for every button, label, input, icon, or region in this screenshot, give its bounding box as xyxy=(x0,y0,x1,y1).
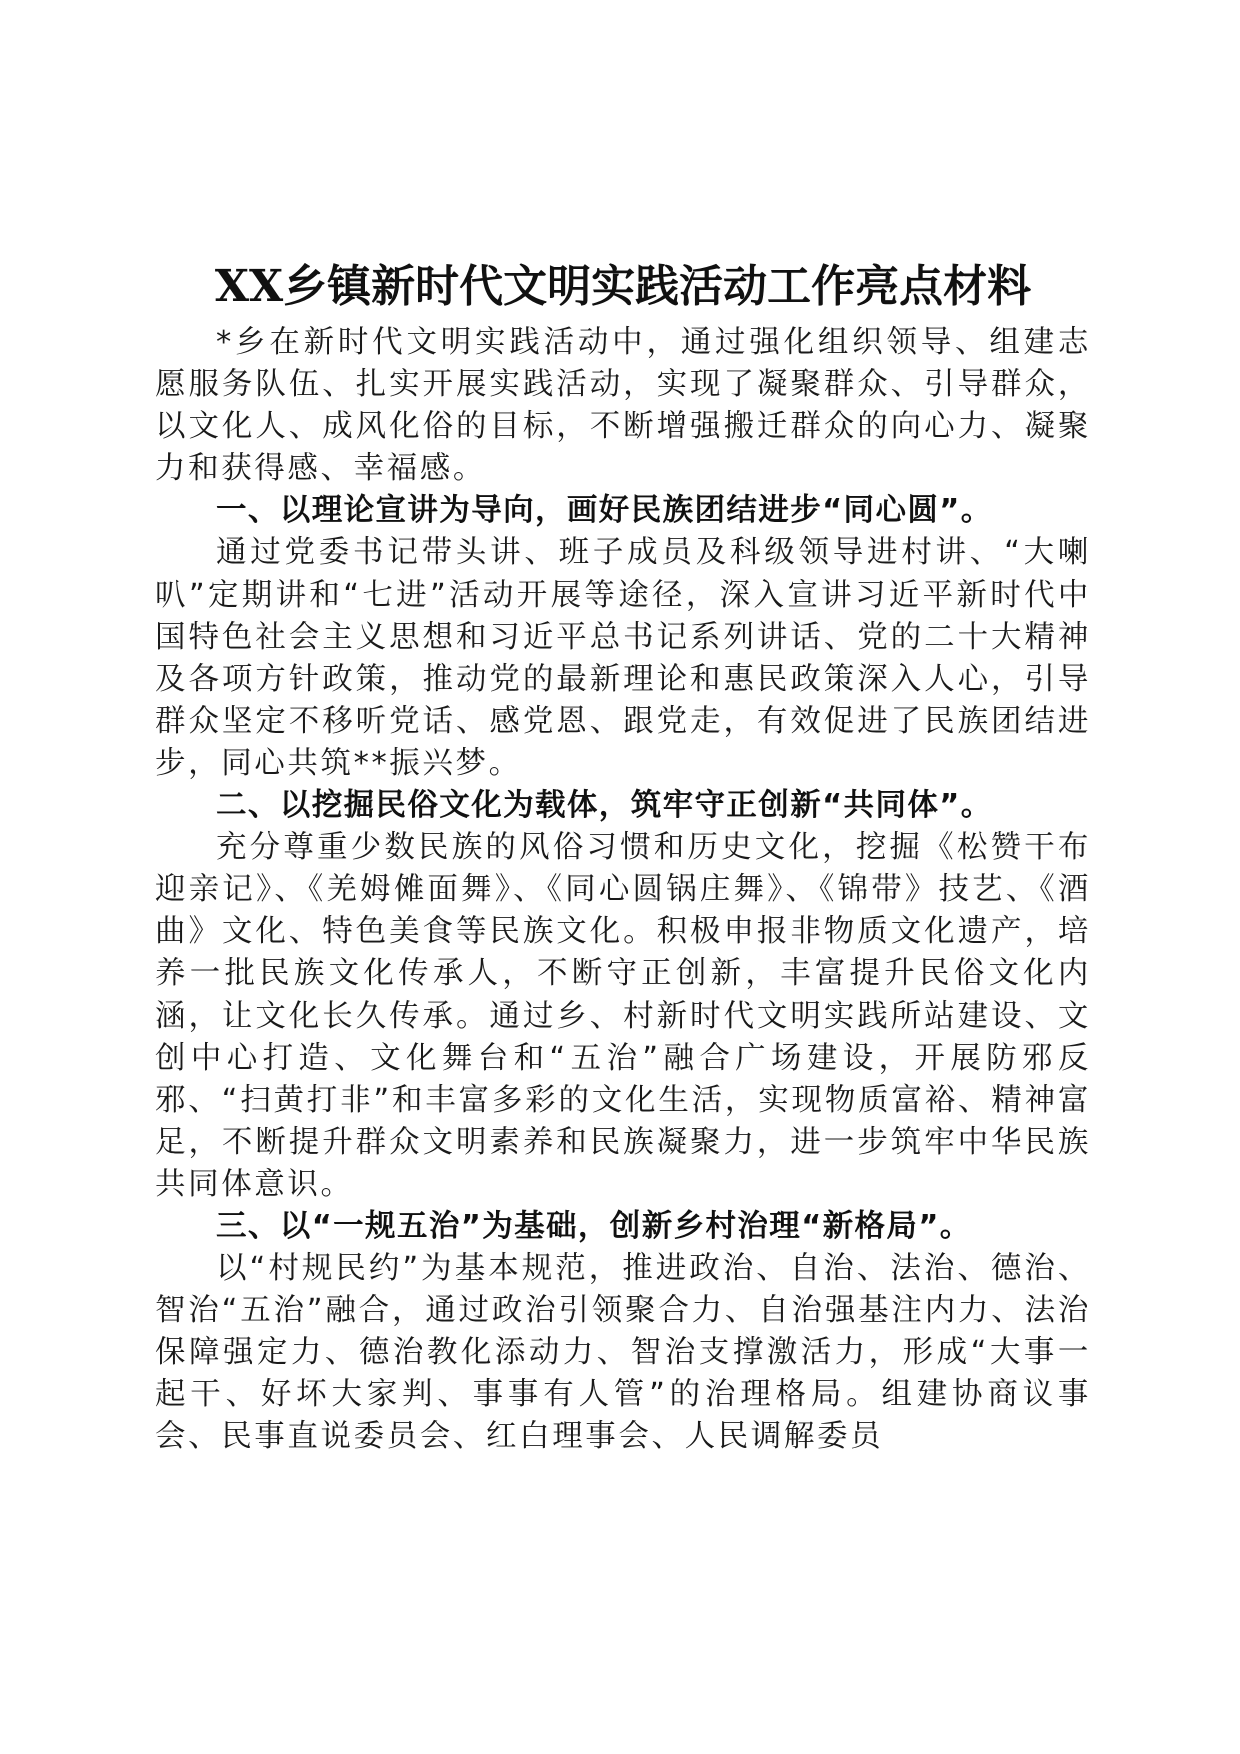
section-heading-2: 二、以挖掘民俗文化为载体，筑牢守正创新“共同体”。 xyxy=(216,788,993,824)
section-body-1: 通过党委书记带头讲、班子成员及科级领导进村讲、“大喇叭”定期讲和“七进”活动开展等途径，深入宣讲习近平新时代中国特色社会主义思想和习近平总书记系列讲话、党的二十大精神及各项方针政策，推动党的最新理论和惠民政策深入人心，引导群众坚定不移听党话、感党恩、跟党走，有效促进了民族团结进步，同心共筑**振兴梦。 xyxy=(155,535,1091,781)
document-title: XX乡镇新时代文明实践活动工作亮点材料 xyxy=(214,261,1032,312)
section-heading-3: 三、以“一规五治”为基础，创新乡村治理“新格局”。 xyxy=(216,1208,972,1244)
intro-paragraph: *乡在新时代文明实践活动中，通过强化组织领导、组建志愿服务队伍、扎实开展实践活动，实现了凝聚群众、引导群众，以文化人、成风化俗的目标，不断增强搬迁群众的向心力、凝聚力和获得感、幸福感。 xyxy=(155,325,1091,487)
section-body-2: 充分尊重少数民族的风俗习惯和历史文化，挖掘《松赞干布迎亲记》、《羌姆傩面舞》、《同心圆锅庄舞》、《锦带》技艺、《酒曲》文化、特色美食等民族文化。积极申报非物质文化遗产，培养一批民族文化传承人，不断守正创新，丰富提升民俗文化内涵，让文化长久传承。通过乡、村新时代文明实践所站建设、文创中心打造、文化舞台和“五治”融合广场建设，开展防邪反邪、“扫黄打非”和丰富多彩的文化生活，实现物质富裕、精神富足，不断提升群众文明素养和民族凝聚力，进一步筑牢中华民族共同体意识。 xyxy=(155,830,1091,1202)
document-body xyxy=(155,252,1091,1459)
section-heading-1: 一、以理论宣讲为导向，画好民族团结进步“同心圆”。 xyxy=(216,493,993,529)
section-body-3: 以“村规民约”为基本规范，推进政治、自治、法治、德治、智治“五治”融合，通过政治引领聚合力、自治强基注内力、法治保障强定力、德治教化添动力、智治支撑激活力，形成“大事一起干、好坏大家判、事事有人管”的治理格局。组建协商议事会、民事直说委员会、红白理事会、人民调解委员 xyxy=(155,1251,1091,1455)
